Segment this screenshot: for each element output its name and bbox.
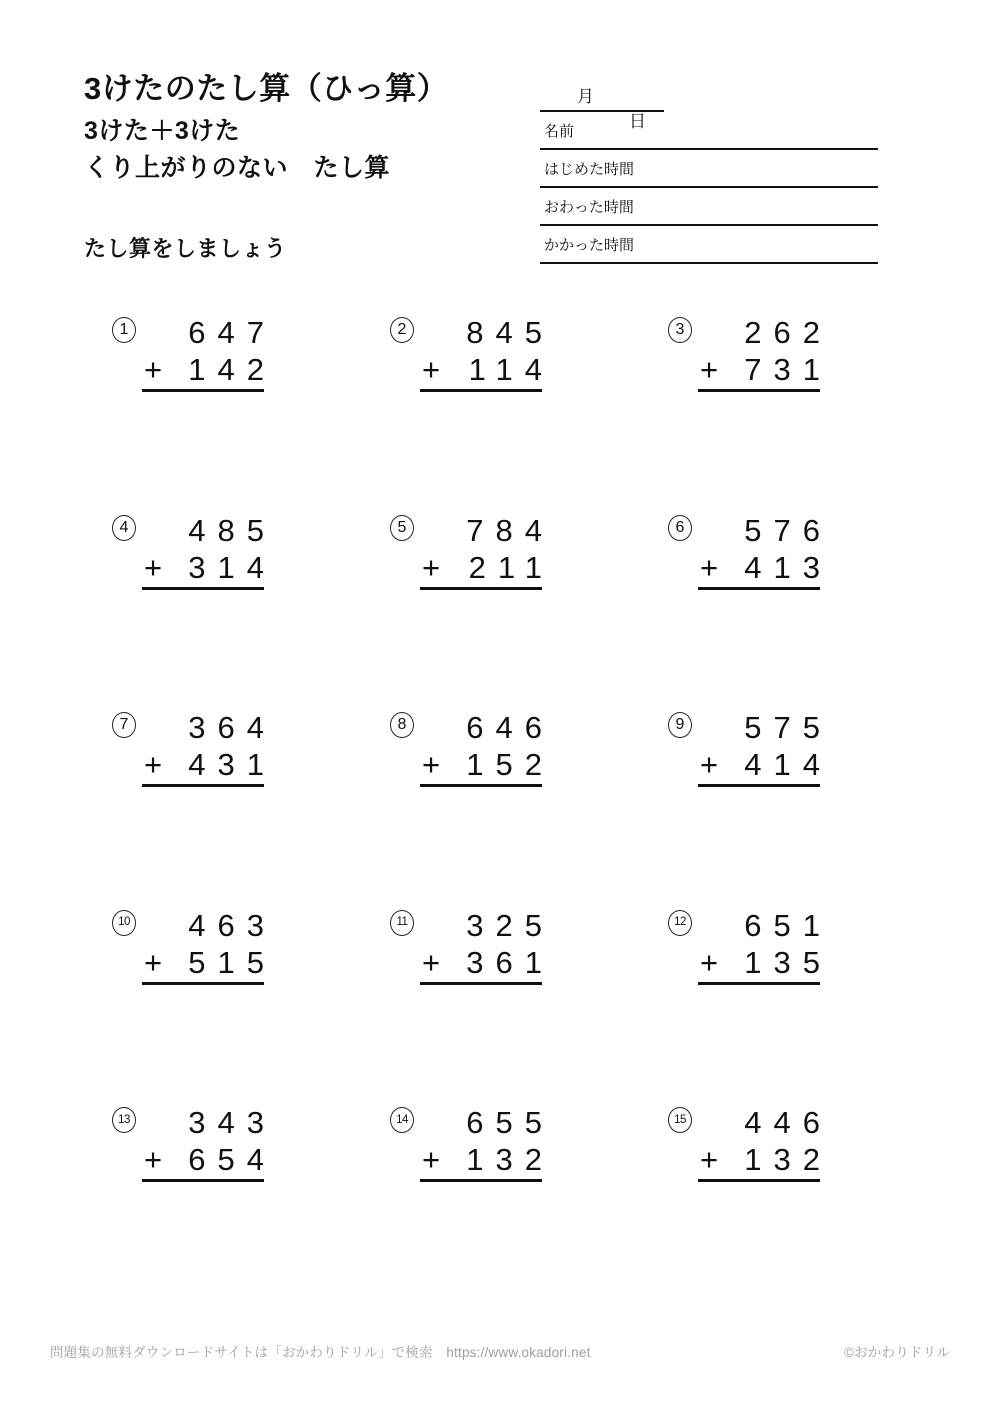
problem-8 xyxy=(390,711,668,909)
subtitle-digit-count: 3けた＋3けた xyxy=(84,117,241,145)
problem-number-badge: 9 xyxy=(668,712,692,738)
addend-bottom: 431 xyxy=(188,747,276,783)
column-calculation xyxy=(698,314,832,392)
subtitle-no-carry: くり上がりのない たし算 xyxy=(84,154,391,182)
column-calculation xyxy=(420,709,554,787)
plus-operator: + xyxy=(700,747,719,783)
plus-operator: + xyxy=(144,352,163,387)
column-calculation xyxy=(142,512,276,590)
problem-number-badge: 10 xyxy=(112,910,136,936)
plus-operator: + xyxy=(144,944,163,980)
problem-number-badge: 14 xyxy=(390,1107,414,1133)
date-field xyxy=(540,82,664,131)
plus-operator: + xyxy=(144,747,163,783)
problem-number-badge: 4 xyxy=(112,515,136,541)
addend-top: 651 xyxy=(744,907,832,943)
problem-7 xyxy=(112,711,390,909)
plus-operator: + xyxy=(422,944,441,980)
problem-4 xyxy=(112,514,390,712)
end-time-label: おわった時間 xyxy=(544,199,634,216)
addend-bottom: 142 xyxy=(188,352,276,387)
column-calculation xyxy=(420,314,554,392)
answer-line xyxy=(420,1179,542,1182)
page-footer xyxy=(50,1341,950,1361)
addend-top: 262 xyxy=(744,315,832,350)
column-calculation xyxy=(698,1104,832,1182)
addend-top: 463 xyxy=(188,907,276,943)
problem-number-badge: 15 xyxy=(668,1107,692,1133)
footer-copyright: ©おかわりドリル xyxy=(843,1345,950,1360)
column-calculation xyxy=(142,709,276,787)
column-calculation xyxy=(698,512,832,590)
problem-number-badge: 3 xyxy=(668,317,692,343)
addend-bottom: 414 xyxy=(744,747,832,783)
addend-top: 575 xyxy=(744,710,832,746)
footer-site-text: 問題集の無料ダウンロードサイトは「おかわりドリル」で検索 https://www.okadori.net xyxy=(50,1345,591,1360)
addend-bottom: 132 xyxy=(744,1142,832,1178)
addend-bottom: 361 xyxy=(466,944,554,980)
problem-13 xyxy=(112,1106,390,1304)
column-calculation xyxy=(698,709,832,787)
month-label: 月 xyxy=(577,87,594,106)
problem-3 xyxy=(668,316,946,514)
problem-number-badge: 12 xyxy=(668,910,692,936)
addend-bottom: 135 xyxy=(744,944,832,980)
answer-line xyxy=(142,784,264,787)
problem-number-badge: 7 xyxy=(112,712,136,738)
answer-line xyxy=(698,1179,820,1182)
column-calculation xyxy=(142,907,276,985)
answer-line xyxy=(142,982,264,985)
addend-bottom: 731 xyxy=(744,352,832,387)
addend-bottom: 114 xyxy=(468,352,554,387)
plus-operator: + xyxy=(422,1142,441,1178)
addend-bottom: 152 xyxy=(466,747,554,783)
answer-line xyxy=(142,389,264,392)
column-calculation xyxy=(142,1104,276,1182)
addend-bottom: 413 xyxy=(744,549,832,585)
problem-12 xyxy=(668,909,946,1107)
plus-operator: + xyxy=(422,747,441,783)
addend-bottom: 314 xyxy=(188,549,276,585)
answer-line xyxy=(698,982,820,985)
problem-number-badge: 2 xyxy=(390,317,414,343)
column-calculation xyxy=(420,907,554,985)
problems-grid xyxy=(112,316,946,1304)
start-time-field xyxy=(540,150,878,188)
answer-line xyxy=(698,587,820,590)
addend-top: 485 xyxy=(188,512,276,548)
instruction-text: たし算をしましょう xyxy=(84,236,287,261)
problem-11 xyxy=(390,909,668,1107)
answer-line xyxy=(142,1179,264,1182)
addend-bottom: 132 xyxy=(466,1142,554,1178)
answer-line xyxy=(698,389,820,392)
plus-operator: + xyxy=(700,549,719,585)
plus-operator: + xyxy=(422,352,441,387)
addend-top: 646 xyxy=(466,710,554,746)
elapsed-time-label: かかった時間 xyxy=(544,237,635,254)
problem-number-badge: 1 xyxy=(112,317,136,343)
column-calculation xyxy=(420,1104,554,1182)
addend-top: 364 xyxy=(188,710,276,746)
problem-10 xyxy=(112,909,390,1107)
problem-15 xyxy=(668,1106,946,1304)
day-label: 日 xyxy=(629,112,646,131)
end-time-field xyxy=(540,188,878,226)
problem-number-badge: 11 xyxy=(390,910,414,936)
addend-top: 784 xyxy=(466,512,554,548)
problem-2 xyxy=(390,316,668,514)
elapsed-time-field xyxy=(540,226,878,264)
problem-9 xyxy=(668,711,946,909)
answer-line xyxy=(420,784,542,787)
plus-operator: + xyxy=(700,352,719,387)
answer-line xyxy=(698,784,820,787)
addend-top: 655 xyxy=(466,1105,554,1141)
addend-top: 845 xyxy=(466,315,554,350)
addend-top: 325 xyxy=(466,907,554,943)
problem-1 xyxy=(112,316,390,514)
problem-number-badge: 6 xyxy=(668,515,692,541)
addend-top: 647 xyxy=(188,315,276,350)
plus-operator: + xyxy=(422,549,441,585)
problem-14 xyxy=(390,1106,668,1304)
problem-number-badge: 5 xyxy=(390,515,414,541)
addend-bottom: 654 xyxy=(188,1142,276,1178)
column-calculation xyxy=(142,314,276,392)
addend-top: 343 xyxy=(188,1105,276,1141)
name-label: 名前 xyxy=(544,123,575,140)
answer-line xyxy=(142,587,264,590)
column-calculation xyxy=(420,512,554,590)
plus-operator: + xyxy=(700,944,719,980)
plus-operator: + xyxy=(700,1142,719,1178)
addend-bottom: 515 xyxy=(188,944,276,980)
addend-top: 576 xyxy=(744,512,832,548)
addend-top: 446 xyxy=(744,1105,832,1141)
problem-6 xyxy=(668,514,946,712)
addend-bottom: 211 xyxy=(468,549,554,585)
info-form xyxy=(540,82,878,264)
plus-operator: + xyxy=(144,1142,163,1178)
problem-number-badge: 8 xyxy=(390,712,414,738)
answer-line xyxy=(420,587,542,590)
page-title: 3けたのたし算（ひっ算） xyxy=(84,71,449,106)
plus-operator: + xyxy=(144,549,163,585)
answer-line xyxy=(420,389,542,392)
problem-5 xyxy=(390,514,668,712)
problem-number-badge: 13 xyxy=(112,1107,136,1133)
answer-line xyxy=(420,982,542,985)
start-time-label: はじめた時間 xyxy=(544,161,635,178)
column-calculation xyxy=(698,907,832,985)
